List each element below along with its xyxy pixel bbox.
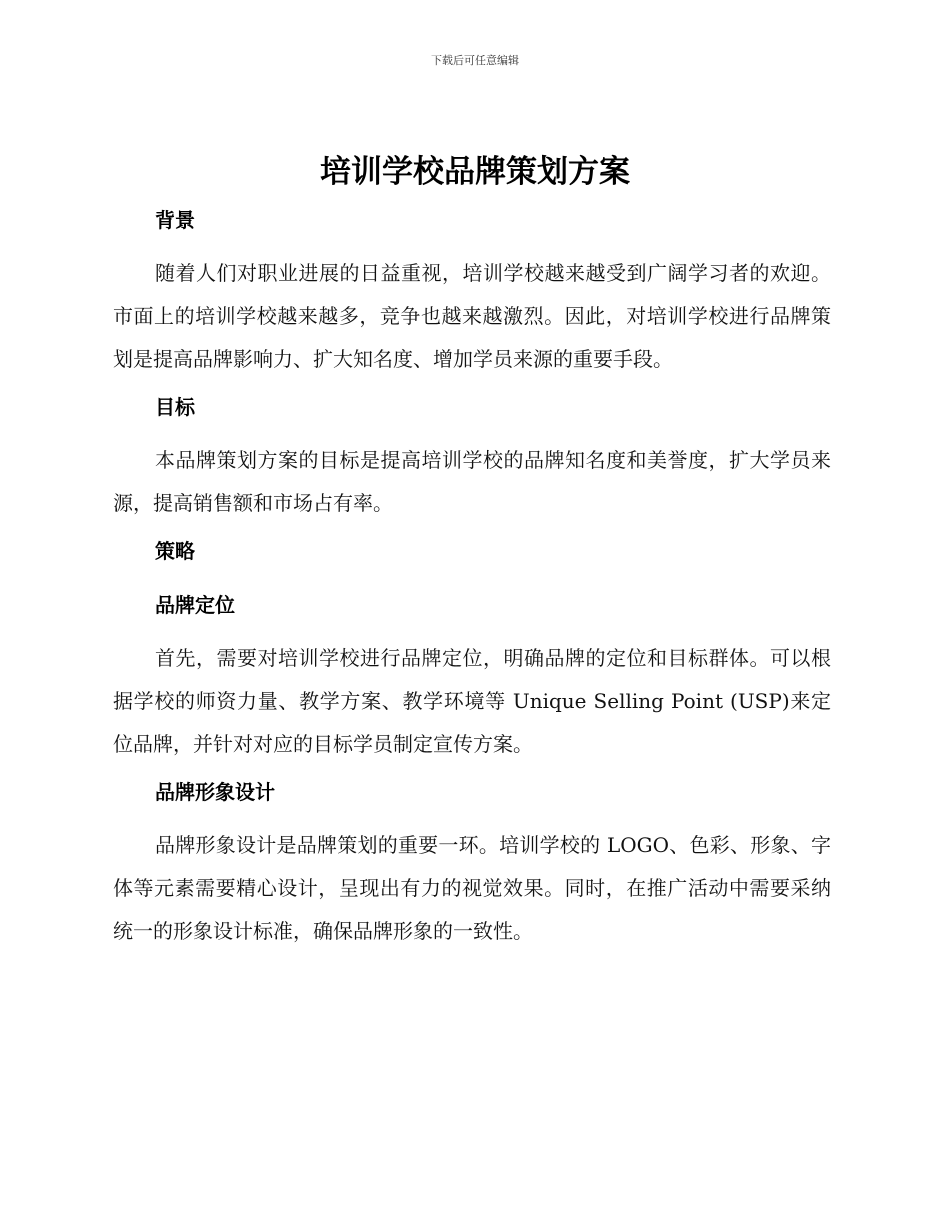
subsection-heading-brand-positioning: 品牌定位	[155, 593, 235, 617]
document-title: 培训学校品牌策划方案	[320, 154, 630, 190]
document-body	[113, 200, 831, 953]
section-heading-goal: 目标	[155, 395, 195, 419]
paragraph-brand-image-design: 品牌形象设计是品牌策划的重要一环。培训学校的 LOGO、色彩、形象、字体等元素需要精心设计，呈现出有力的视觉效果。同时，在推广活动中需要采纳统一的形象设计标准，确保品牌形象的一致性。	[113, 833, 831, 943]
paragraph-background: 随着人们对职业进展的日益重视，培训学校越来越受到广阔学习者的欢迎。市面上的培训学校越来越多，竞争也越来越激烈。因此，对培训学校进行品牌策划是提高品牌影响力、扩大知名度、增加学员来源的重要手段。	[113, 261, 831, 371]
paragraph-goal: 本品牌策划方案的目标是提高培训学校的品牌知名度和美誉度，扩大学员来源，提高销售额和市场占有率。	[113, 448, 831, 515]
subsection-heading-brand-image-design: 品牌形象设计	[155, 780, 275, 804]
section-heading-background: 背景	[155, 208, 195, 232]
section-heading-strategy: 策略	[155, 539, 195, 563]
paragraph-brand-positioning: 首先，需要对培训学校进行品牌定位，明确品牌的定位和目标群体。可以根据学校的师资力量、教学方案、教学环境等 Unique Selling Point (USP)来定位品牌，并针对对应的目标学员制定宣传方案。	[113, 646, 831, 756]
page-header-note: 下载后可任意编辑	[431, 54, 519, 67]
